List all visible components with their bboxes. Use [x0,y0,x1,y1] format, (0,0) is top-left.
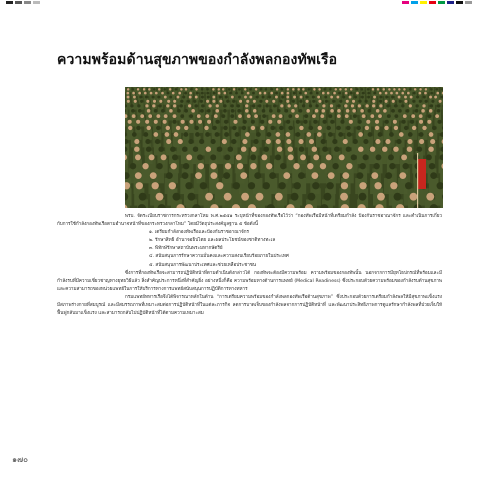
print-registration-strip [0,0,480,6]
page-number: ๑๗๐ [12,455,28,464]
crowd-illustration [125,87,443,208]
objectives-list [57,229,442,269]
objective-item: ๔. สนับสนุนการรักษาความมั่นคงและความสงบเรียบร้อยภายในประเทศ [149,254,289,260]
intro-paragraph: พรบ. จัดระเบียบราชการกระทรวงกลาโหม พ.ศ.๒๕๕๑ ระบุหน้าที่ของกองทัพเรือไว้ว่า “กองทัพเรือมีหน้าที่เตรียมกำลัง ป้องกันราชอาณาจักร และดำเนินการเกี่ยวกับการใช้กำลังกองทัพเรือตามอำนาจหน้าที่ของกระทรวงกลาโหม” โดยมีวัตถุประสงค์มูลฐาน ๕ ข้อดังนี้ [57,214,442,228]
soldiers-parade-photo [125,87,443,208]
page-title: ความพร้อมด้านสุขภาพของกำลังพลกองทัพเรือ [57,52,338,68]
objective-item: ๓. พิทักษ์รักษาสถาบันพระมหากษัตริย์ [149,246,223,252]
medical-department-paragraph: กรมแพทย์ทหารเรือจึงได้พิจารณาหลักในด้าน “การเตรียมความพร้อมของกำลังพลกองทัพเรือด้านสุขภาพ” ซึ่งประกอบด้วยการเตรียมกำลังพลให้มีสุขภาพแข็งแรง มีสภาพร่างกายที่สมบูรณ์ และมีสมรรถภาพที่เหมาะสมต่อการปฏิบัติหน้าที่ในแต่ละภารกิจ ลดการบาดเจ็บของกำลังพลจากการปฏิบัติหน้าที่ และพัฒนาประสิทธิภาพการดูแลรักษากำลังพลที่ป่วยเจ็บให้ฟื้นฟูกลับมาแข็งแรง และสามารถกลับไปปฏิบัติหน้าที่ได้ตามความเหมาะสม [57,294,442,317]
gray-swatch-bar [6,1,40,4]
objective-item: ๕. สนับสนุนการพัฒนาประเทศและช่วยเหลือประชาชน [149,262,257,268]
article-body [57,213,442,318]
color-swatch-bar [402,1,472,4]
objective-item: ๒. รักษาสิทธิ อำนาจอธิปไตย และผลประโยชน์ของชาติทางทะเล [149,238,276,244]
readiness-paragraph: ซึ่งการที่กองทัพเรือจะสามารถปฏิบัติหน้าที่ตามดำเนินดังกล่าวได้ กองทัพจะต้องมีความพร้อม ความพร้อมของกองทัพนั้น นอกจากการมียุทโธปกรณ์ที่พร้อมและมีกำลังรบที่มีความเชี่ยวชาญทางยุทธวิธีแล้ว สิ่งสำคัญประการหนึ่งที่สำคัญยิ่ง อย่างหนึ่งก็คือ ความพร้อมทางด้านการแพทย์ (Medical Readiness) ซึ่งประกอบด้วยความพร้อมของกำลังรบด้านสุขภาพ และความสามารถของหน่วยแพทย์ในการให้บริการทางการแพทย์สนับสนุนการปฏิบัติการทางทหาร [57,270,442,292]
objective-item: ๑. เตรียมกำลังกองทัพเรือและป้องกันราชอาณาจักร [149,230,249,236]
